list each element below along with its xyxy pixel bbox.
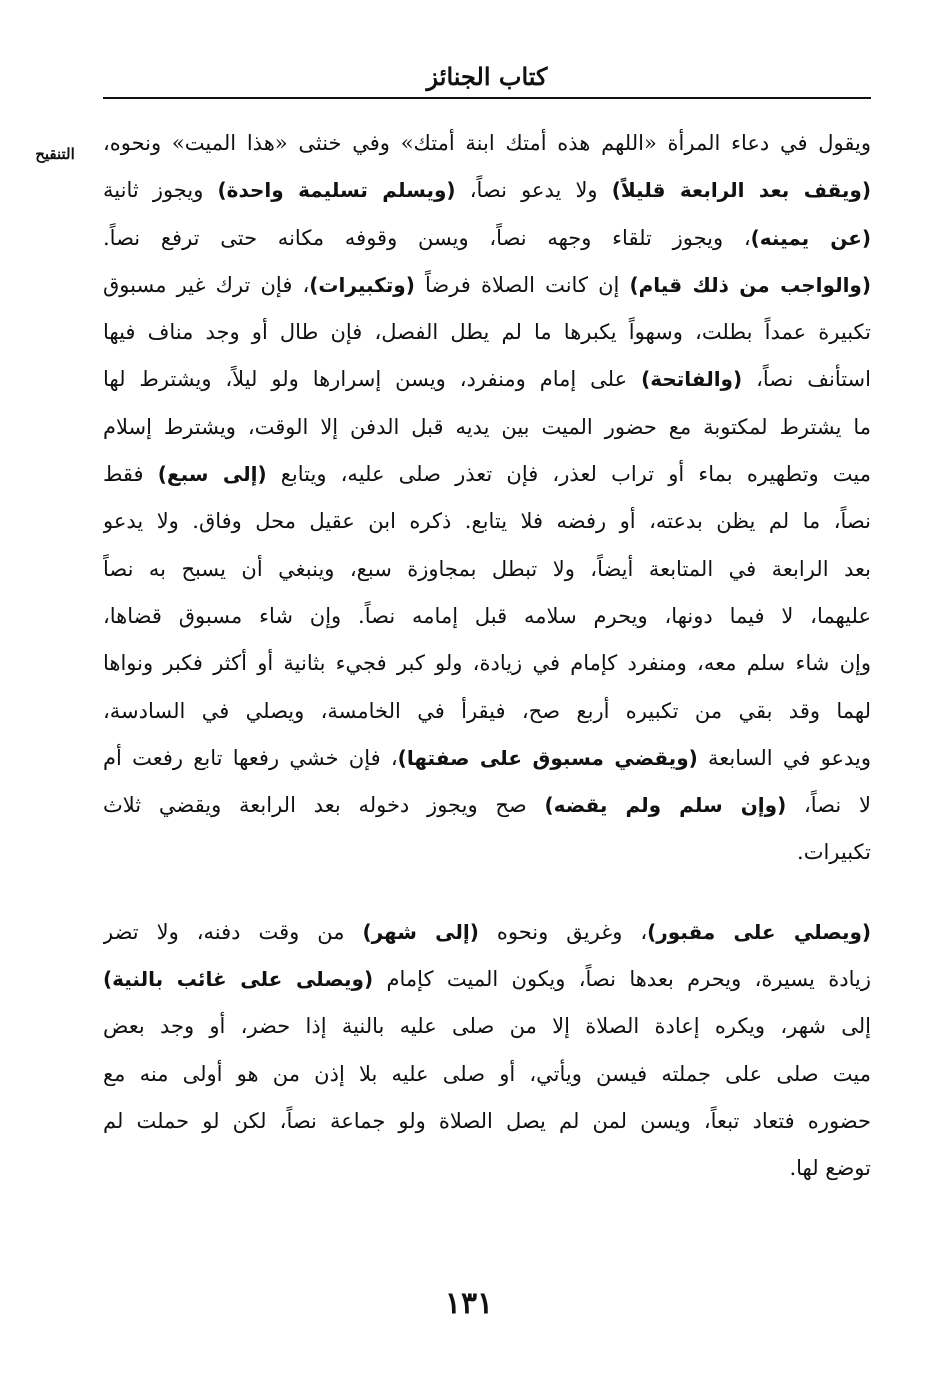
sharh-text: وإن شاء سلم معه، ومنفرد كإمام في زيادة، ولو كبر فجيء بثانية أو أكثر فكبر ونواها [103,651,871,676]
paragraph-2 [103,909,871,1193]
text-line [103,262,871,309]
text-line [103,829,871,876]
running-head: كتاب الجنائز [426,62,548,91]
sharh-text: لا نصاً، [786,793,871,818]
sharh-text: ، فإن خشي رفعها تابع رفعت أم [103,745,398,770]
matn-text: (والواجب من ذلك قيام) [629,272,871,297]
sharh-text: زيادة يسيرة، ويحرم بعدها نصاً، ويكون الميت كإمام [373,967,871,992]
sharh-text: فقط [103,462,158,487]
matn-text: (إلى سبع) [157,462,267,487]
matn-text: (والفاتحة) [641,367,743,392]
sharh-text: ويقول في دعاء المرأة «اللهم هذه أمتك ابنة أمتك» وفي خنثى «هذا الميت» ونحوه، [103,131,871,155]
sharh-text: ولا يدعو نصاً، [455,178,612,203]
text-line [103,404,871,451]
body-text [103,120,871,1193]
sharh-text: ، وغريق ونحوه [478,919,648,944]
sharh-text: ، ويجوز تلقاء وجهه نصاً، ويسن وقوفه مكانه حتى ترفع نصاً. [103,225,751,250]
sharh-text: ويدعو في السابعة [697,745,871,770]
text-line [103,215,871,262]
margin-note: التنقيح [35,145,75,163]
header-rule [103,97,871,99]
matn-text: (عن يمينه) [750,225,871,250]
matn-text: (ويصلي على مقبور) [647,919,871,944]
sharh-text: إن كانت الصلاة فرضاً [414,272,630,297]
paragraph-1 [103,120,871,877]
sharh-text: توضع لها. [789,1156,871,1181]
text-line [103,640,871,687]
sharh-text: تكبيرات. [797,840,871,865]
sharh-text: صح ويجوز دخوله بعد الرابعة ويقضي ثلاث [103,793,545,818]
text-line [103,593,871,640]
text-line [103,1051,871,1098]
sharh-text: عليهما، لا فيما دونها، ويحرم سلامه قبل إمامه نصاً. وإن شاء مسبوق قضاها، [103,603,871,628]
text-line [103,309,871,356]
text-line [103,120,871,167]
matn-text: (ويقضي مسبوق على صفتها) [397,745,698,770]
text-line [103,1098,871,1145]
paragraph-gap [103,877,871,909]
text-line [103,909,871,956]
matn-text: (وتكبيرات) [309,272,415,297]
text-line [103,167,871,214]
text-line [103,1145,871,1192]
text-line [103,688,871,735]
text-line [103,451,871,498]
matn-text: (ويقف بعد الرابعة قليلاً) [611,178,871,203]
sharh-text: ، فإن ترك غير مسبوق [103,272,310,297]
text-line [103,546,871,593]
sharh-text: بعد الرابعة في المتابعة أيضاً، ولا تبطل بمجاوزة سبع، وينبغي أن يسبح به نصاً [103,556,871,581]
sharh-text: إلى شهر، ويكره إعادة الصلاة إلا من صلى عليه بالنية إذا حضر، أو وجد بعض [103,1014,871,1039]
sharh-text: ما يشترط لمكتوبة مع حضور الميت بين يديه قبل الدفن إلا الوقت، ويشترط إسلام [103,414,871,439]
sharh-text: ميت وتطهيره بماء أو تراب لعذر، فإن تعذر صلى عليه، ويتابع [266,462,871,487]
sharh-text: حضوره فتعاد تبعاً، ويسن لمن لم يصل الصلاة ولو جماعة نصاً، لكن لو حملت لم [103,1108,871,1133]
sharh-text: لهما وقد بقي من تكبيره أربع صح، فيقرأ في الخامسة، ويصلي في السادسة، [103,698,871,723]
text-line [103,956,871,1003]
text-line [103,782,871,829]
sharh-text: تكبيرة عمداً بطلت، وسهواً يكبرها ما لم يطل الفصل، فإن طال أو وجد مناف فيها [103,320,871,345]
sharh-text: ويجوز ثانية [103,178,218,203]
matn-text: (وإن سلم ولم يقضه) [544,793,787,818]
matn-text: (ويسلم تسليمة واحدة) [217,178,456,203]
matn-text: (ويصلى على غائب بالنية) [103,967,374,992]
sharh-text: استأنف نصاً، [742,367,871,392]
page-number: ١٣١ [444,1286,494,1321]
sharh-text: نصاً، ما لم يظن بدعته، أو رفضه فلا يتابع. ذكره ابن عقيل محل وفاق. ولا يدعو [103,509,871,534]
text-line [103,356,871,403]
text-line [103,1003,871,1050]
text-line [103,498,871,545]
text-line [103,735,871,782]
sharh-text: من وقت دفنه، ولا تضر [103,919,363,944]
sharh-text: على إمام ومنفرد، ويسن إسرارها ولو ليلاً، ويشترط لها [103,367,642,392]
matn-text: (إلى شهر) [362,919,479,944]
sharh-text: ميت صلى على جملته فيسن ويأتي، أو صلى عليه بلا إذن من هو أولى منه مع [103,1061,871,1086]
